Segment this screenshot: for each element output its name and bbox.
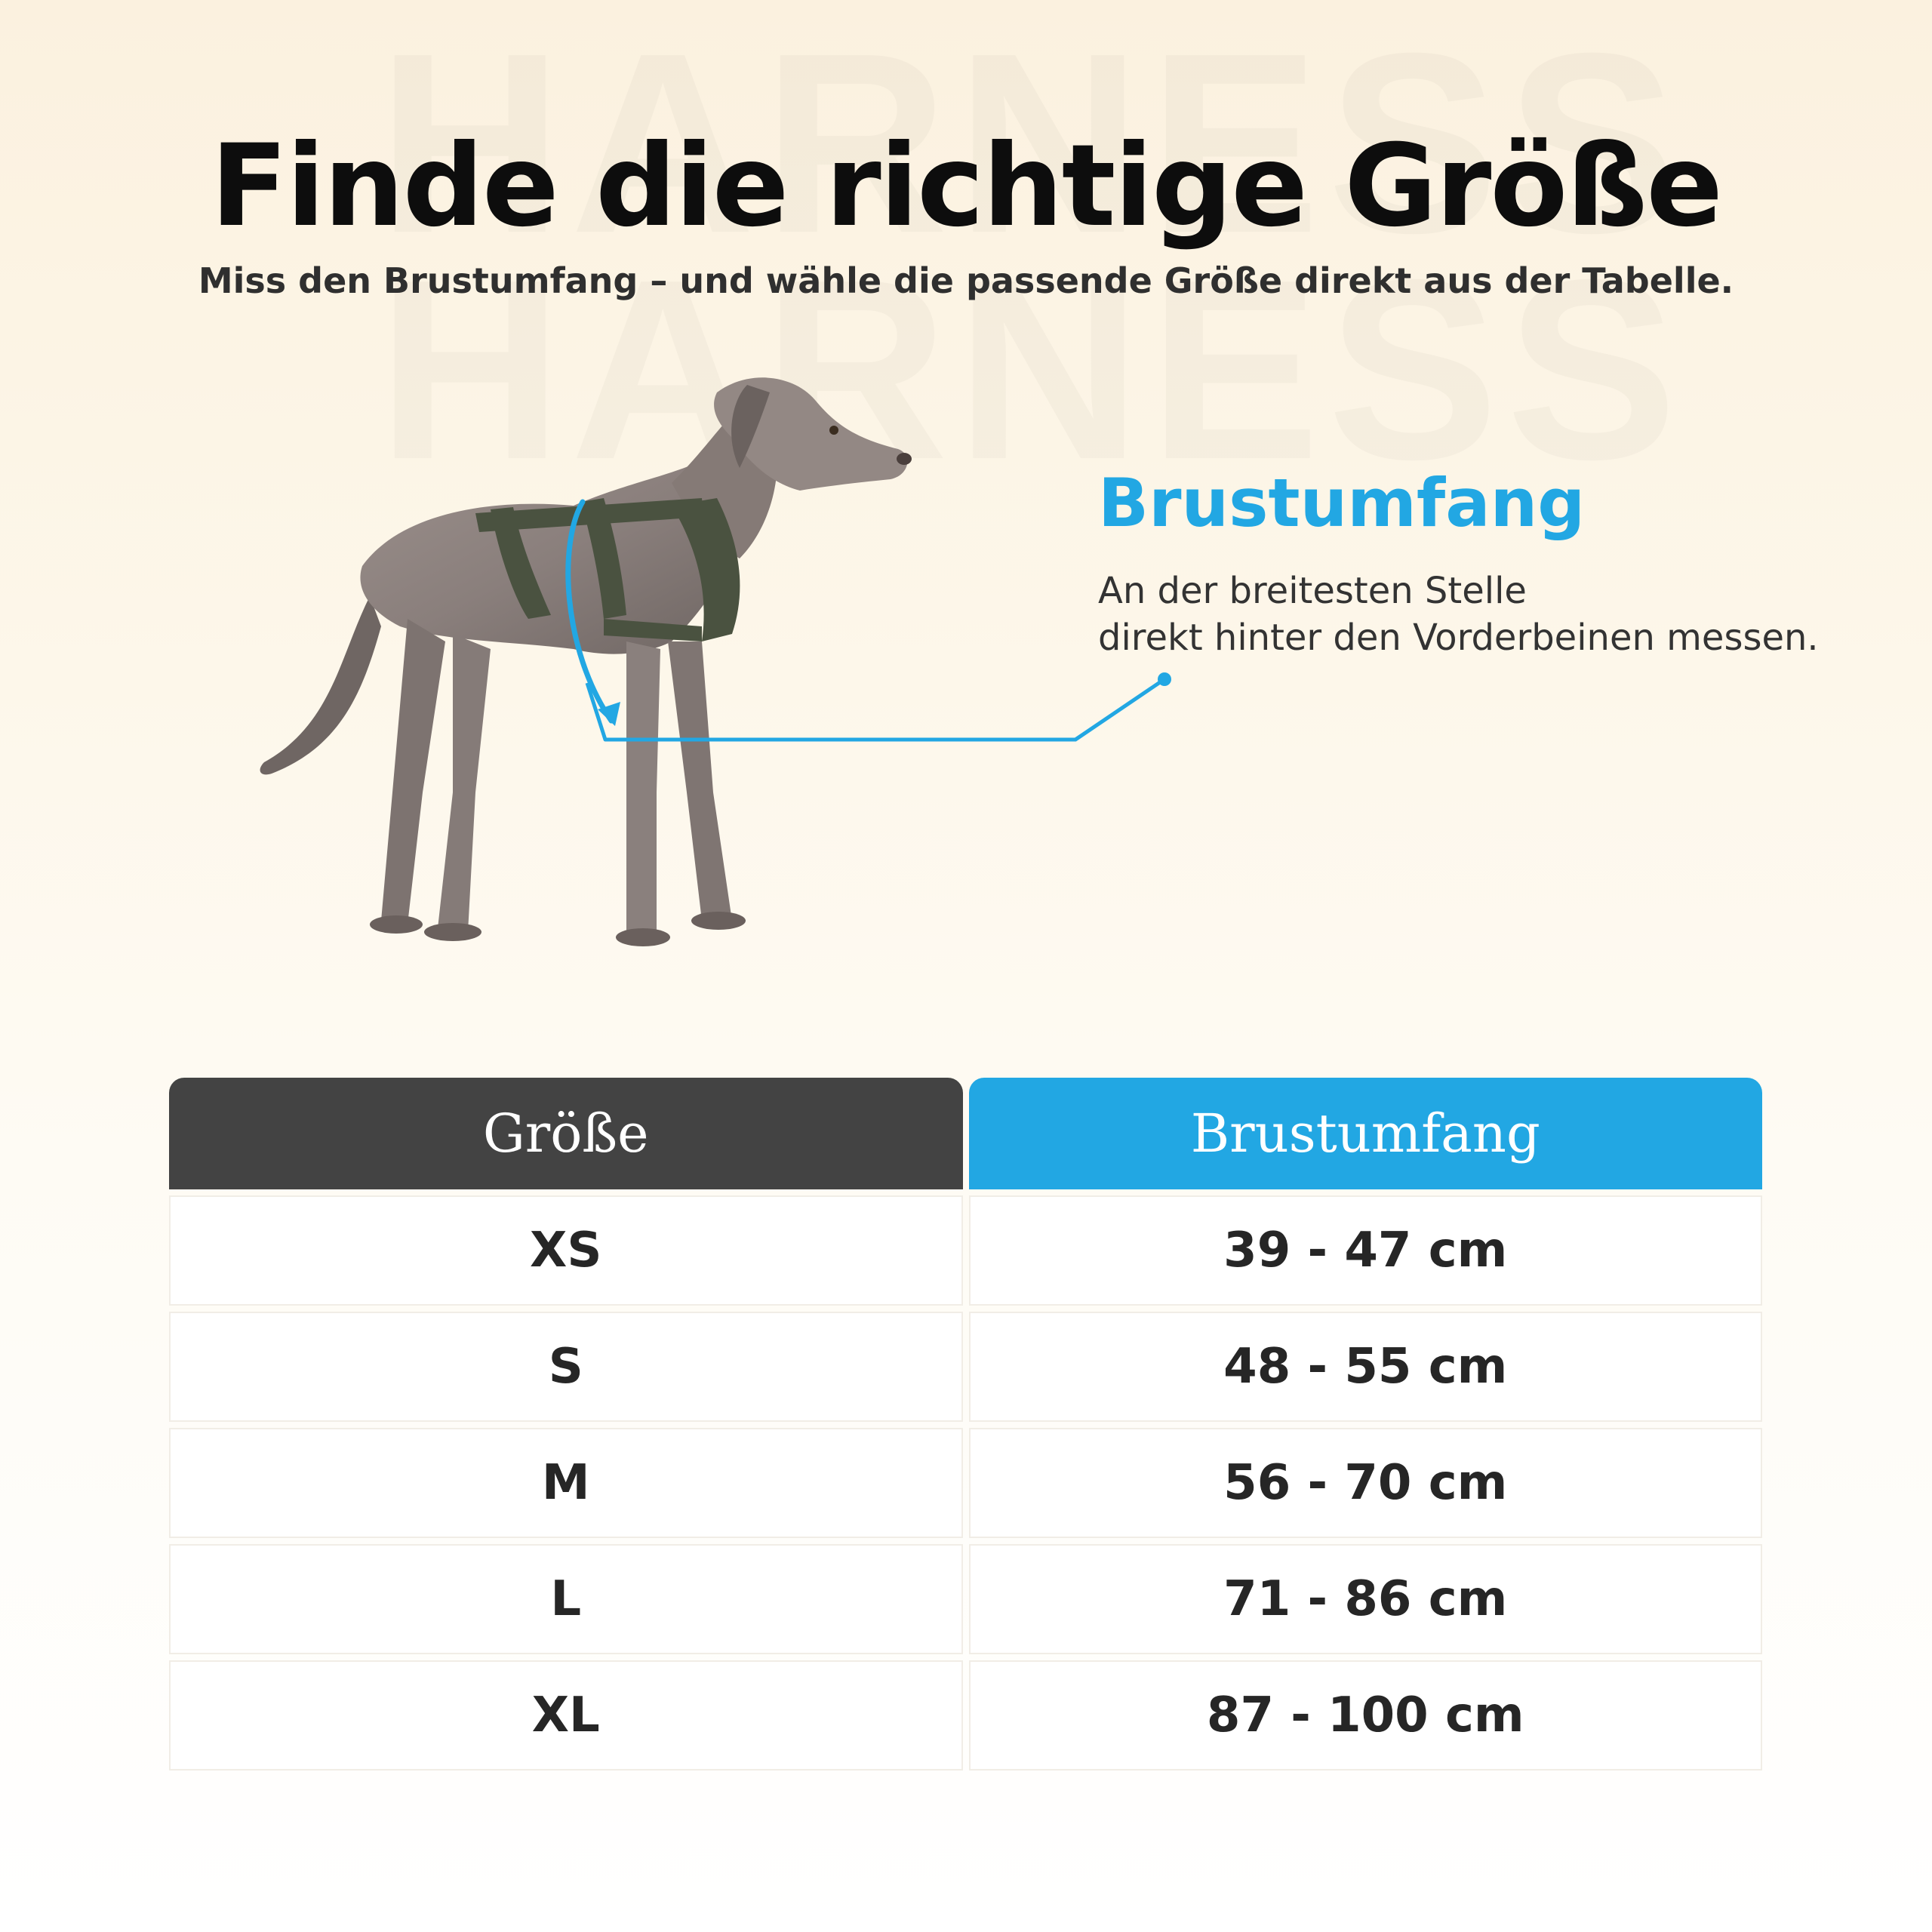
range-cell: 56 - 70 cm [969, 1428, 1763, 1538]
size-cell: S [169, 1312, 963, 1422]
callout-line: An der breitesten Stelle [1098, 570, 1527, 612]
table-row [169, 1312, 1762, 1422]
size-table [169, 1078, 1762, 1770]
page-subtitle: Miss den Brustumfang – und wähle die passende Größe direkt aus der Tabelle. [198, 260, 1734, 301]
range-cell: 87 - 100 cm [969, 1660, 1763, 1770]
table-row [169, 1195, 1762, 1306]
table-row [169, 1544, 1762, 1654]
dog-illustration [249, 370, 928, 966]
size-cell: L [169, 1544, 963, 1654]
page-title: Finde die richtige Größe [210, 121, 1722, 252]
table-header [169, 1078, 1762, 1189]
range-cell: 48 - 55 cm [969, 1312, 1763, 1422]
column-header-size: Größe [169, 1078, 963, 1189]
range-cell: 71 - 86 cm [969, 1544, 1763, 1654]
size-cell: XL [169, 1660, 963, 1770]
size-cell: XS [169, 1195, 963, 1306]
range-cell: 39 - 47 cm [969, 1195, 1763, 1306]
table-row [169, 1660, 1762, 1770]
column-header-chest: Brustumfang [969, 1078, 1763, 1189]
size-cell: M [169, 1428, 963, 1538]
table-row [169, 1428, 1762, 1538]
callout-description [1098, 568, 1853, 661]
callout-line: direkt hinter den Vorderbeinen messen. [1098, 617, 1819, 659]
callout-title: Brustumfang [1098, 464, 1586, 542]
